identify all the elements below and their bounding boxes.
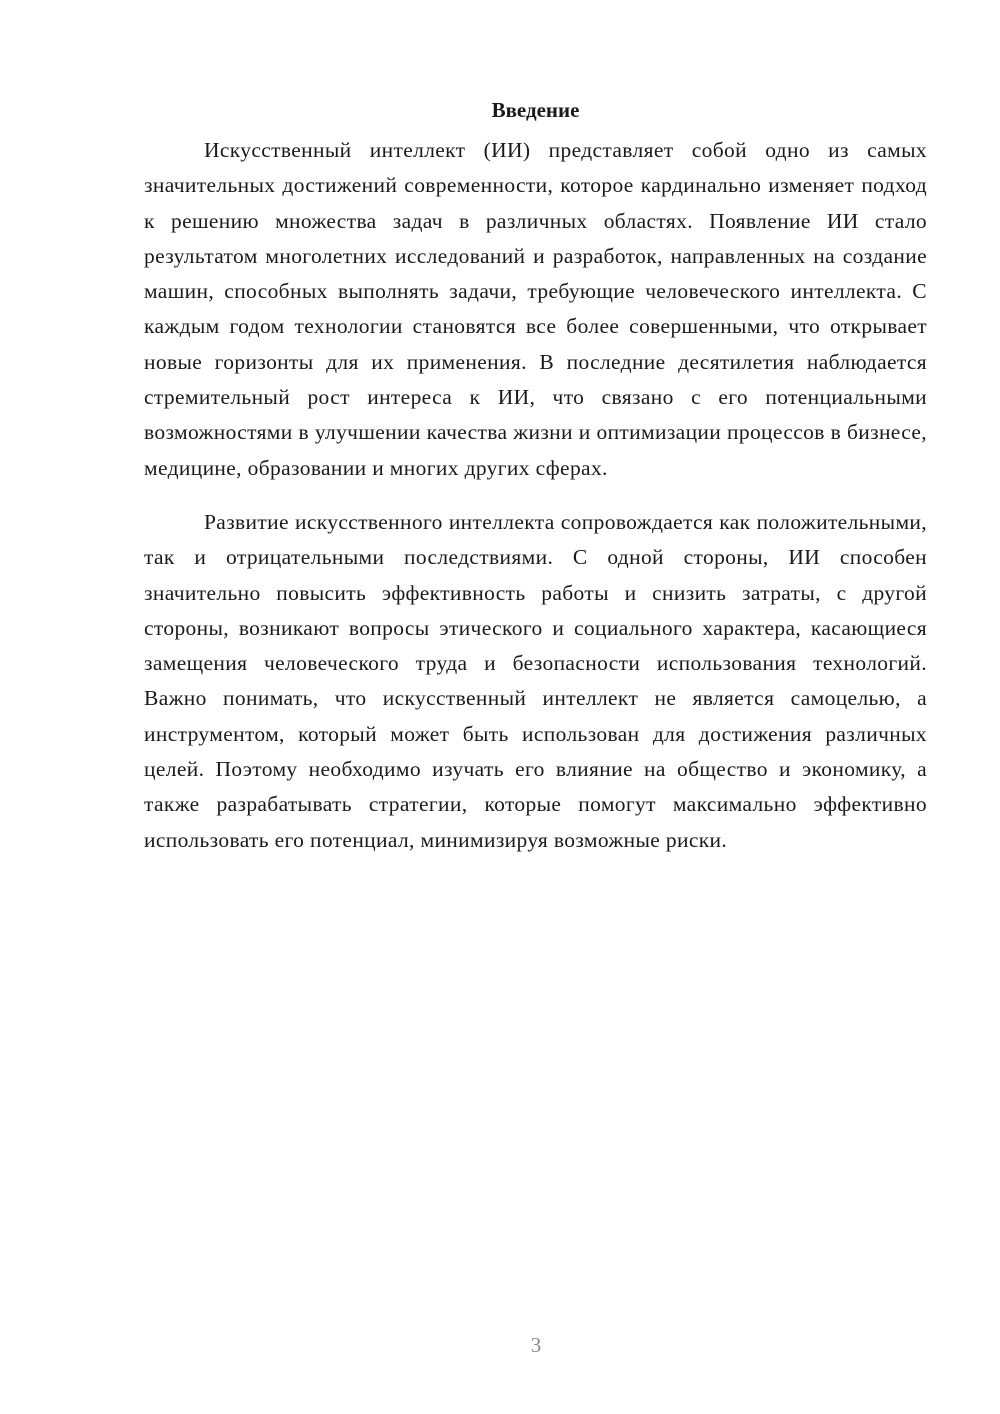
- section-heading: Введение: [491, 98, 580, 122]
- page-content: [144, 93, 927, 858]
- page-number: 3: [530, 1333, 542, 1357]
- paragraph-introduction: Искусственный интеллект (ИИ) представляет собой одно из самых значительных достижений современности, которое кардинально изменяет подход к решению множества задач в различных областях. Появление ИИ стало результатом многолетних исследований и разработок, направленных на создание машин, способных выполнять задачи, требующие человеческого интеллекта. С каждым годом технологии становятся все более совершенными, что открывает новые горизонты для их применения. В последние десятилетия наблюдается стремительный рост интереса к ИИ, что связано с его потенциальными возможностями в улучшении качества жизни и оптимизации процессов в бизнесе, медицине, образовании и многих других сферах.: [144, 138, 927, 480]
- paragraph-consequences: Развитие искусственного интеллекта сопровождается как положительными, так и отрицательными последствиями. С одной стороны, ИИ способен значительно повысить эффективность работы и снизить затраты, с другой стороны, возникают вопросы этического и социального характера, касающиеся замещения человеческого труда и безопасности использования технологий. Важно понимать, что искусственный интеллект не является самоцелью, а инструментом, который может быть использован для достижения различных целей. Поэтому необходимо изучать его влияние на общество и экономику, а также разрабатывать стратегии, которые помогут максимально эффективно использовать его потенциал, минимизируя возможные риски.: [144, 509, 927, 852]
